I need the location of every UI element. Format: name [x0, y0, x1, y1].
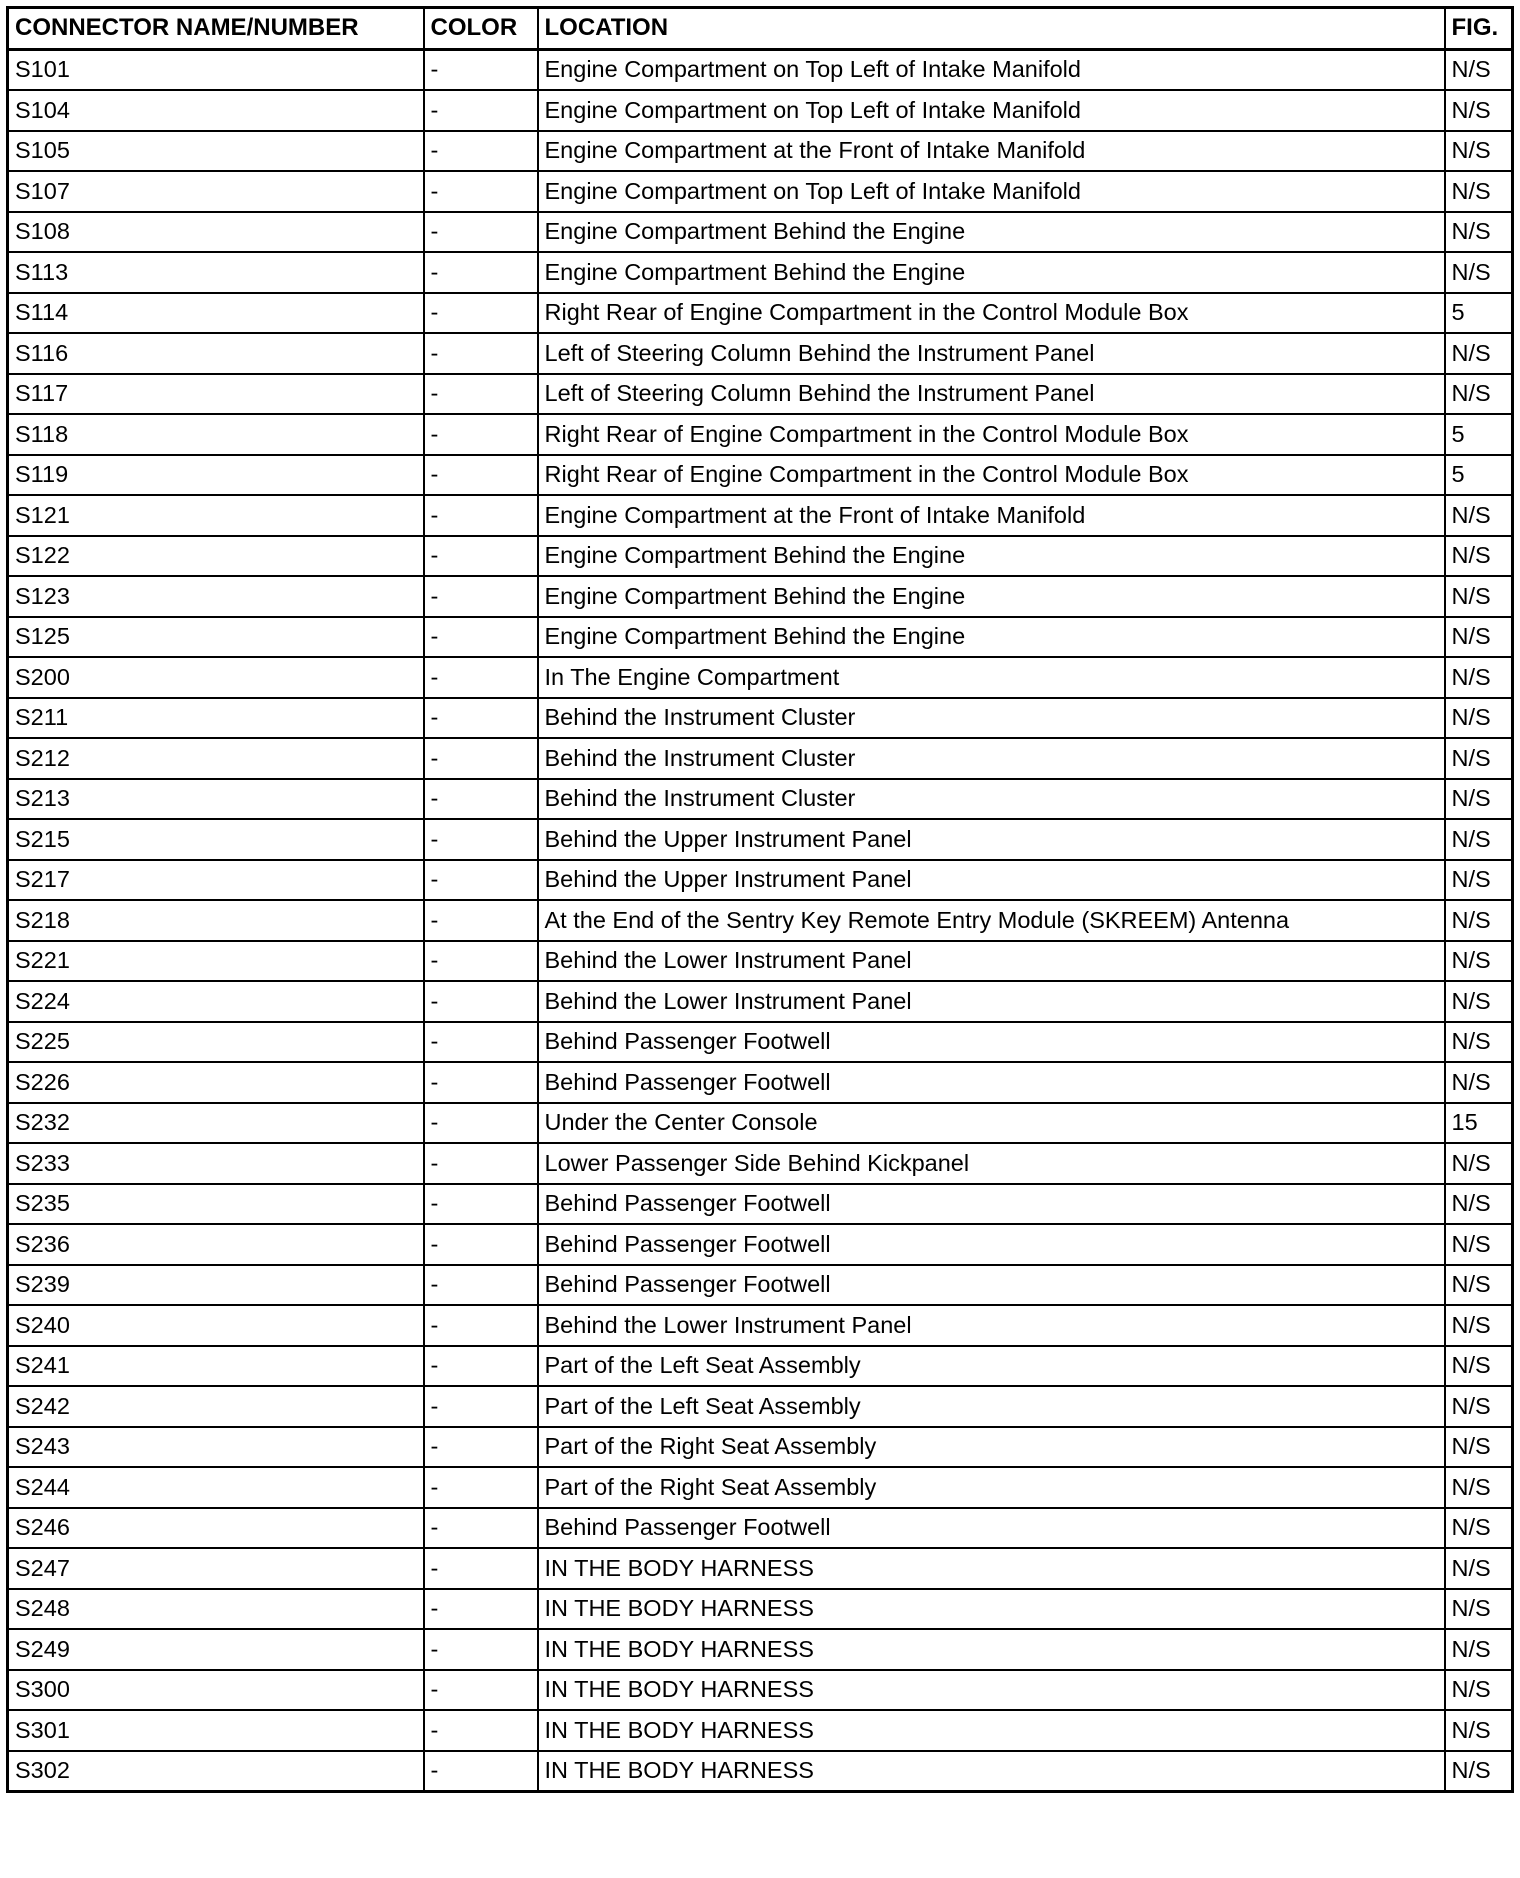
table-row [8, 1103, 1513, 1144]
cell-connector: S242 [8, 1386, 424, 1427]
table-row [8, 1751, 1513, 1792]
table-row [8, 1548, 1513, 1589]
cell-location: Part of the Right Seat Assembly [538, 1427, 1445, 1468]
table-row [8, 1386, 1513, 1427]
cell-location: Behind Passenger Footwell [538, 1265, 1445, 1306]
table-row [8, 1062, 1513, 1103]
cell-location: Engine Compartment Behind the Engine [538, 536, 1445, 577]
table-row [8, 414, 1513, 455]
table-row [8, 333, 1513, 374]
cell-color: - [424, 1386, 538, 1427]
cell-location: Lower Passenger Side Behind Kickpanel [538, 1143, 1445, 1184]
cell-connector: S117 [8, 374, 424, 415]
table-row [8, 1143, 1513, 1184]
table-row [8, 819, 1513, 860]
table-row [8, 90, 1513, 131]
table-row [8, 1629, 1513, 1670]
cell-location: Part of the Left Seat Assembly [538, 1346, 1445, 1387]
table-row [8, 212, 1513, 253]
cell-location: In The Engine Compartment [538, 657, 1445, 698]
cell-color: - [424, 1589, 538, 1630]
cell-location: Behind Passenger Footwell [538, 1184, 1445, 1225]
cell-connector: S300 [8, 1670, 424, 1711]
cell-connector: S240 [8, 1305, 424, 1346]
cell-location: Engine Compartment at the Front of Intake Manifold [538, 131, 1445, 172]
cell-connector: S241 [8, 1346, 424, 1387]
header-color: COLOR [424, 8, 538, 50]
cell-fig: 15 [1445, 1103, 1513, 1144]
cell-fig: N/S [1445, 1751, 1513, 1792]
cell-color: - [424, 1508, 538, 1549]
cell-location: Left of Steering Column Behind the Instrument Panel [538, 333, 1445, 374]
cell-fig: N/S [1445, 779, 1513, 820]
cell-fig: N/S [1445, 819, 1513, 860]
cell-color: - [424, 698, 538, 739]
cell-connector: S218 [8, 900, 424, 941]
cell-color: - [424, 171, 538, 212]
cell-connector: S104 [8, 90, 424, 131]
cell-color: - [424, 414, 538, 455]
cell-color: - [424, 1346, 538, 1387]
cell-location: Part of the Left Seat Assembly [538, 1386, 1445, 1427]
cell-connector: S249 [8, 1629, 424, 1670]
cell-location: IN THE BODY HARNESS [538, 1670, 1445, 1711]
table-row [8, 860, 1513, 901]
table-row [8, 738, 1513, 779]
table-row [8, 981, 1513, 1022]
cell-color: - [424, 981, 538, 1022]
cell-connector: S244 [8, 1467, 424, 1508]
cell-connector: S225 [8, 1022, 424, 1063]
cell-color: - [424, 252, 538, 293]
cell-fig: N/S [1445, 1062, 1513, 1103]
cell-color: - [424, 1224, 538, 1265]
cell-location: Part of the Right Seat Assembly [538, 1467, 1445, 1508]
table-row [8, 495, 1513, 536]
cell-location: Engine Compartment at the Front of Intake Manifold [538, 495, 1445, 536]
table-row [8, 293, 1513, 334]
cell-connector: S121 [8, 495, 424, 536]
table-row [8, 1427, 1513, 1468]
cell-color: - [424, 1467, 538, 1508]
cell-color: - [424, 1062, 538, 1103]
cell-location: Behind the Instrument Cluster [538, 779, 1445, 820]
cell-fig: N/S [1445, 252, 1513, 293]
cell-color: - [424, 738, 538, 779]
cell-fig: N/S [1445, 212, 1513, 253]
cell-fig: N/S [1445, 738, 1513, 779]
cell-connector: S217 [8, 860, 424, 901]
cell-color: - [424, 49, 538, 90]
table-row [8, 576, 1513, 617]
cell-color: - [424, 495, 538, 536]
cell-location: Engine Compartment on Top Left of Intake Manifold [538, 49, 1445, 90]
cell-fig: N/S [1445, 1265, 1513, 1306]
cell-connector: S122 [8, 536, 424, 577]
cell-connector: S247 [8, 1548, 424, 1589]
cell-color: - [424, 617, 538, 658]
table-row [8, 617, 1513, 658]
cell-connector: S248 [8, 1589, 424, 1630]
cell-location: Engine Compartment on Top Left of Intake Manifold [538, 171, 1445, 212]
cell-fig: N/S [1445, 374, 1513, 415]
table-row [8, 374, 1513, 415]
cell-color: - [424, 1022, 538, 1063]
table-row [8, 536, 1513, 577]
cell-color: - [424, 90, 538, 131]
cell-connector: S232 [8, 1103, 424, 1144]
cell-location: Right Rear of Engine Compartment in the Control Module Box [538, 293, 1445, 334]
table-row [8, 1184, 1513, 1225]
table-row [8, 1305, 1513, 1346]
cell-fig: N/S [1445, 1589, 1513, 1630]
cell-fig: 5 [1445, 293, 1513, 334]
table-row [8, 698, 1513, 739]
cell-fig: 5 [1445, 414, 1513, 455]
cell-connector: S226 [8, 1062, 424, 1103]
table-row [8, 1670, 1513, 1711]
cell-location: Behind the Lower Instrument Panel [538, 1305, 1445, 1346]
cell-color: - [424, 1629, 538, 1670]
cell-connector: S114 [8, 293, 424, 334]
cell-fig: N/S [1445, 1467, 1513, 1508]
cell-connector: S213 [8, 779, 424, 820]
cell-location: Engine Compartment Behind the Engine [538, 576, 1445, 617]
cell-fig: N/S [1445, 333, 1513, 374]
table-row [8, 1508, 1513, 1549]
cell-location: IN THE BODY HARNESS [538, 1548, 1445, 1589]
cell-fig: N/S [1445, 1427, 1513, 1468]
cell-fig: N/S [1445, 1548, 1513, 1589]
cell-connector: S108 [8, 212, 424, 253]
cell-color: - [424, 1710, 538, 1751]
cell-fig: 5 [1445, 455, 1513, 496]
cell-color: - [424, 1265, 538, 1306]
cell-fig: N/S [1445, 1670, 1513, 1711]
cell-color: - [424, 131, 538, 172]
cell-location: Left of Steering Column Behind the Instrument Panel [538, 374, 1445, 415]
table-row [8, 1710, 1513, 1751]
cell-fig: N/S [1445, 941, 1513, 982]
cell-connector: S235 [8, 1184, 424, 1225]
cell-fig: N/S [1445, 171, 1513, 212]
cell-color: - [424, 333, 538, 374]
cell-location: Behind Passenger Footwell [538, 1224, 1445, 1265]
cell-connector: S301 [8, 1710, 424, 1751]
cell-connector: S243 [8, 1427, 424, 1468]
cell-connector: S246 [8, 1508, 424, 1549]
table-row [8, 657, 1513, 698]
table-row [8, 900, 1513, 941]
header-fig: FIG. [1445, 8, 1513, 50]
cell-connector: S221 [8, 941, 424, 982]
cell-color: - [424, 536, 538, 577]
cell-location: Behind the Instrument Cluster [538, 698, 1445, 739]
cell-location: IN THE BODY HARNESS [538, 1629, 1445, 1670]
cell-color: - [424, 1305, 538, 1346]
cell-color: - [424, 779, 538, 820]
cell-connector: S116 [8, 333, 424, 374]
cell-connector: S123 [8, 576, 424, 617]
table-row [8, 1346, 1513, 1387]
cell-color: - [424, 900, 538, 941]
cell-fig: N/S [1445, 860, 1513, 901]
cell-connector: S107 [8, 171, 424, 212]
table-row [8, 1022, 1513, 1063]
cell-color: - [424, 941, 538, 982]
cell-location: Behind the Instrument Cluster [538, 738, 1445, 779]
cell-color: - [424, 212, 538, 253]
cell-color: - [424, 374, 538, 415]
cell-location: Behind the Lower Instrument Panel [538, 941, 1445, 982]
cell-fig: N/S [1445, 1143, 1513, 1184]
header-connector: CONNECTOR NAME/NUMBER [8, 8, 424, 50]
table-row [8, 1467, 1513, 1508]
cell-location: At the End of the Sentry Key Remote Entry Module (SKREEM) Antenna [538, 900, 1445, 941]
cell-connector: S224 [8, 981, 424, 1022]
cell-fig: N/S [1445, 1184, 1513, 1225]
cell-location: Under the Center Console [538, 1103, 1445, 1144]
cell-location: Behind Passenger Footwell [538, 1508, 1445, 1549]
table-row [8, 131, 1513, 172]
cell-fig: N/S [1445, 1710, 1513, 1751]
cell-connector: S200 [8, 657, 424, 698]
cell-location: IN THE BODY HARNESS [538, 1751, 1445, 1792]
cell-fig: N/S [1445, 1386, 1513, 1427]
cell-connector: S105 [8, 131, 424, 172]
cell-location: Behind Passenger Footwell [538, 1062, 1445, 1103]
cell-location: Behind the Lower Instrument Panel [538, 981, 1445, 1022]
cell-location: Behind Passenger Footwell [538, 1022, 1445, 1063]
cell-fig: N/S [1445, 1305, 1513, 1346]
table-row [8, 1589, 1513, 1630]
cell-color: - [424, 576, 538, 617]
header-row [8, 8, 1513, 50]
cell-location: IN THE BODY HARNESS [538, 1710, 1445, 1751]
cell-location: Engine Compartment Behind the Engine [538, 212, 1445, 253]
cell-location: Behind the Upper Instrument Panel [538, 860, 1445, 901]
cell-fig: N/S [1445, 698, 1513, 739]
cell-fig: N/S [1445, 1346, 1513, 1387]
table-row [8, 171, 1513, 212]
cell-location: Behind the Upper Instrument Panel [538, 819, 1445, 860]
cell-connector: S233 [8, 1143, 424, 1184]
table-row [8, 1224, 1513, 1265]
cell-connector: S239 [8, 1265, 424, 1306]
cell-location: Engine Compartment on Top Left of Intake Manifold [538, 90, 1445, 131]
cell-color: - [424, 1670, 538, 1711]
cell-location: Right Rear of Engine Compartment in the Control Module Box [538, 414, 1445, 455]
cell-fig: N/S [1445, 576, 1513, 617]
cell-connector: S113 [8, 252, 424, 293]
cell-fig: N/S [1445, 617, 1513, 658]
cell-color: - [424, 1143, 538, 1184]
cell-connector: S119 [8, 455, 424, 496]
cell-location: IN THE BODY HARNESS [538, 1589, 1445, 1630]
table-row [8, 252, 1513, 293]
cell-fig: N/S [1445, 536, 1513, 577]
cell-fig: N/S [1445, 1508, 1513, 1549]
cell-color: - [424, 860, 538, 901]
cell-color: - [424, 1103, 538, 1144]
table-row [8, 49, 1513, 90]
cell-color: - [424, 1184, 538, 1225]
table-row [8, 455, 1513, 496]
table-row [8, 1265, 1513, 1306]
cell-connector: S215 [8, 819, 424, 860]
table-row [8, 941, 1513, 982]
cell-fig: N/S [1445, 49, 1513, 90]
cell-fig: N/S [1445, 657, 1513, 698]
cell-location: Engine Compartment Behind the Engine [538, 252, 1445, 293]
cell-location: Right Rear of Engine Compartment in the Control Module Box [538, 455, 1445, 496]
cell-color: - [424, 657, 538, 698]
cell-color: - [424, 455, 538, 496]
header-location: LOCATION [538, 8, 1445, 50]
cell-color: - [424, 293, 538, 334]
cell-connector: S125 [8, 617, 424, 658]
cell-color: - [424, 1427, 538, 1468]
cell-connector: S302 [8, 1751, 424, 1792]
cell-connector: S211 [8, 698, 424, 739]
cell-fig: N/S [1445, 90, 1513, 131]
cell-fig: N/S [1445, 1629, 1513, 1670]
cell-fig: N/S [1445, 131, 1513, 172]
cell-fig: N/S [1445, 1022, 1513, 1063]
cell-fig: N/S [1445, 495, 1513, 536]
cell-connector: S118 [8, 414, 424, 455]
cell-connector: S212 [8, 738, 424, 779]
cell-fig: N/S [1445, 981, 1513, 1022]
cell-color: - [424, 1751, 538, 1792]
cell-color: - [424, 1548, 538, 1589]
cell-color: - [424, 819, 538, 860]
cell-connector: S236 [8, 1224, 424, 1265]
cell-fig: N/S [1445, 900, 1513, 941]
table-row [8, 779, 1513, 820]
cell-location: Engine Compartment Behind the Engine [538, 617, 1445, 658]
cell-fig: N/S [1445, 1224, 1513, 1265]
cell-connector: S101 [8, 49, 424, 90]
connector-location-table [6, 6, 1514, 1793]
